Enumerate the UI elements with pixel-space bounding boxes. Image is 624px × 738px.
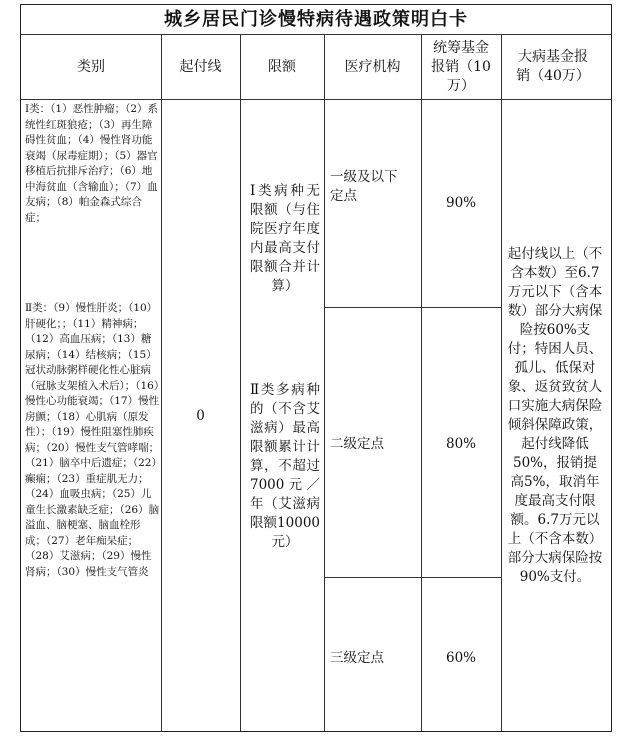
category-class-ii: Ⅱ类：（9）慢性肝炎；（10）肝硬化；；（11）精神病；（12）高血压病；（13）糖尿病；（14）结核病；（15）冠状动脉粥样硬化性心脏病（冠脉支架植入术后）；（16）慢性心功能衰竭；（17）慢性房颤；（18）心肌病（原发性）；（19）慢性阻塞性肺疾病；（20）慢性支气管哮喘；（21）脑卒中后遗症；（22）癫痫；（23）重症肌无力；（24）血吸虫病；（25）儿童生长激素缺乏症；（26）脑溢血、脑梗塞、脑血栓形成；（27）老年痴呆症；（28）艾滋病；（29）慢性肾病；（30）慢性支气管炎 (25, 302, 160, 578)
institution-level-1: 一级及以下定点 (330, 169, 398, 204)
header-institution: 医疗机构 (344, 58, 401, 75)
critical-fund-text: 起付线以上（不含本数）至6.7万元以下（含本数）部分大病保险按60%支付；特困人员、孤儿、低保对象、返贫致贫人口实施大病保险倾斜保障政策，起付线降低50%，报销提高5%，取消年度最高支付限额。6.7万元以上（不含本数）部分大病保险按90%支付。 (507, 246, 603, 585)
header-deductible: 起付线 (179, 58, 222, 75)
rate-level-1: 90% (445, 194, 476, 211)
deductible-value: 0 (196, 407, 205, 424)
row-divider (324, 307, 501, 308)
institution-level-2: 二级定点 (330, 435, 384, 452)
category-class-i: Ⅰ类：（1）恶性肿瘤；（2）系统性红斑狼疮；（3）再生障碍性贫血；（4）慢性肾功能衰竭（尿毒症期）；（5）器官移植后抗排斥治疗；（6）地中海贫血（含输血）；（7）血友病；（8）帕金森式综合症； (25, 103, 159, 224)
critical-fund-details (507, 99, 603, 733)
rate-level-3: 60% (445, 649, 476, 666)
rate-level-2: 80% (445, 435, 476, 452)
institution-level-3: 三级定点 (330, 649, 384, 666)
column-divider (240, 35, 241, 731)
header-limit: 限额 (268, 58, 296, 75)
card-title: 城乡居民门诊慢特病待遇政策明白卡 (21, 5, 611, 35)
column-divider (501, 35, 502, 731)
header-critical-fund: 大病基金报销（40万） (516, 49, 590, 84)
column-divider (324, 35, 325, 731)
limit-class-ii: Ⅱ类多病种的（不含艾滋病）最高限额累计计算，不超过7000元／年（艾滋病限额10000元） (250, 382, 320, 550)
column-divider (421, 35, 422, 731)
header-category: 类别 (77, 58, 105, 75)
row-divider (324, 577, 501, 578)
limit-class-i: Ⅰ类病种无限额（与住院医疗年度内最高支付限额合并计算） (250, 183, 320, 294)
header-pooled-fund: 统筹基金报销（10万） (431, 39, 491, 94)
policy-card (20, 4, 612, 732)
